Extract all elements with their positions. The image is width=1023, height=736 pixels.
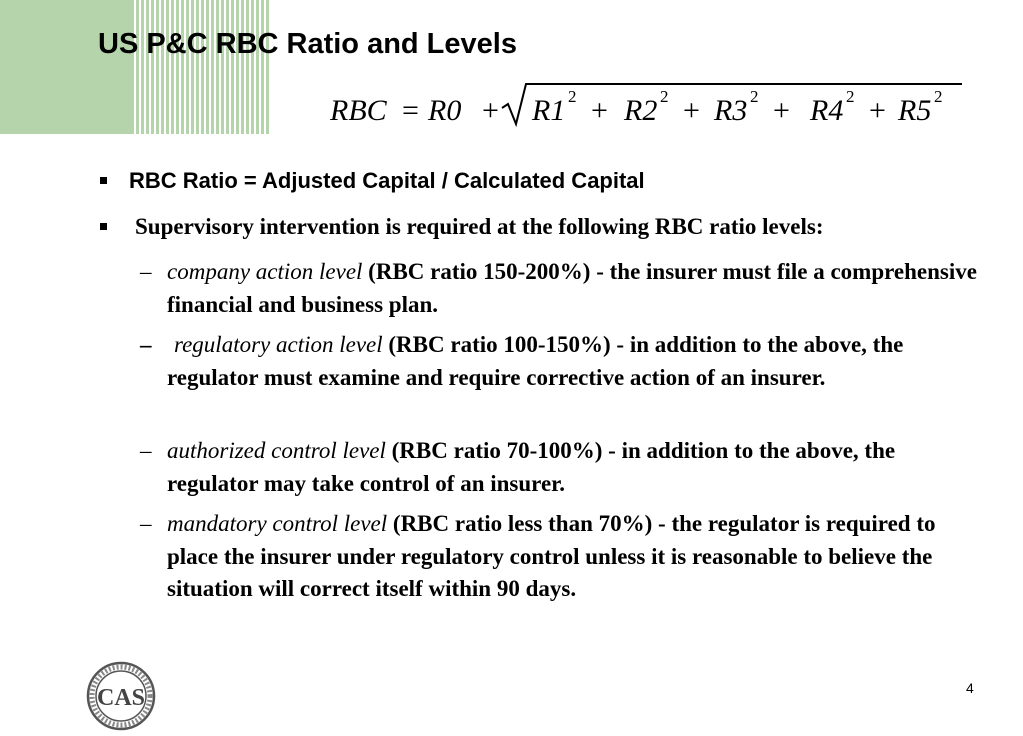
formula-term-r5: R5 — [898, 94, 932, 127]
level-name: company action level — [167, 259, 363, 284]
bullet-text: RBC Ratio = Adjusted Capital / Calculated Capital — [129, 168, 645, 193]
bullet-supervisory — [100, 214, 823, 240]
formula-plus: + — [591, 94, 608, 127]
dash-bullet: – — [140, 332, 152, 357]
page-number: 4 — [966, 680, 974, 696]
formula-plus: + — [773, 94, 790, 127]
dash-bullet: – — [140, 438, 152, 463]
formula-term-r2: R2 — [624, 94, 658, 127]
formula-plus: + — [683, 94, 700, 127]
formula-lhs: RBC — [330, 94, 387, 127]
formula-term-r1: R1 — [532, 94, 566, 127]
level-name: regulatory action level — [174, 332, 383, 357]
cas-seal-logo — [84, 661, 158, 731]
formula-plus: + — [869, 94, 886, 127]
level-detail: (RBC ratio 70-100%) - in addition to the above, the regulator may take control of an insurer. — [167, 438, 896, 496]
formula-exponent: 2 — [750, 87, 759, 106]
dash-bullet: – — [140, 511, 152, 536]
level-detail: (RBC ratio 100-150%) - in addition to the above, the regulator must examine and require corrective action of an insurer. — [167, 332, 904, 390]
square-bullet-icon — [100, 177, 107, 184]
level-detail: (RBC ratio less than 70%) - the regulator is required to place the insurer under regulatory control unless it is reasonable to believe the situation will correct itself within 90 days. — [167, 511, 936, 601]
formula-exponent: 2 — [660, 87, 669, 106]
level-mandatory-control — [140, 508, 980, 606]
formula-term-r4: R4 — [810, 94, 844, 127]
formula-term-r3: R3 — [714, 94, 748, 127]
bullet-rbc-ratio — [100, 168, 645, 194]
formula-plus: + — [482, 94, 499, 127]
level-authorized-control — [140, 435, 980, 500]
formula-equals: = — [402, 94, 419, 127]
formula-exponent: 2 — [568, 87, 577, 106]
level-name: authorized control level — [167, 438, 386, 463]
dash-bullet: – — [140, 259, 152, 284]
level-company-action — [140, 256, 980, 321]
slide-title: US P&C RBC Ratio and Levels — [98, 28, 517, 60]
level-regulatory-action — [140, 329, 980, 394]
rbc-formula — [330, 78, 970, 128]
square-bullet-icon — [100, 223, 107, 230]
formula-r0: R0 — [428, 94, 462, 127]
formula-exponent: 2 — [934, 87, 943, 106]
logo-letters: CAS — [96, 685, 146, 711]
bullet-text: Supervisory intervention is required at the following RBC ratio levels: — [135, 214, 824, 239]
level-detail: (RBC ratio 150-200%) - the insurer must file a comprehensive financial and business plan. — [167, 259, 977, 317]
formula-exponent: 2 — [846, 87, 855, 106]
decorative-green-block — [0, 0, 134, 134]
level-name: mandatory control level — [167, 511, 388, 536]
decorative-green-stripes — [136, 0, 270, 134]
